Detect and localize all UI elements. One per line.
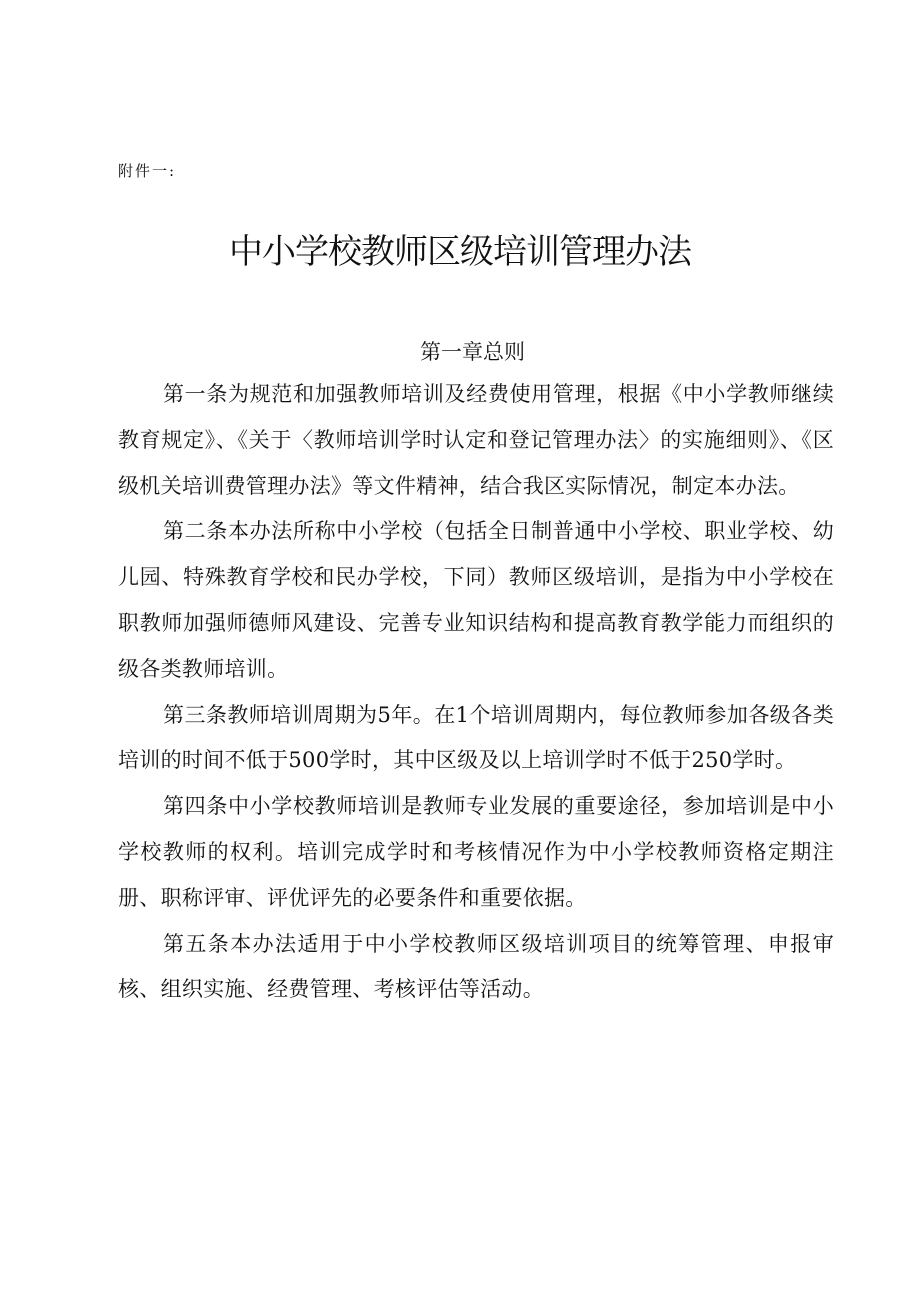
article-5: 第五条本办法适用于中小学校教师区级培训项目的统筹管理、申报审核、组织实施、经费管理、考核评估等活动。 xyxy=(118,931,834,1002)
attachment-label: 附件一: xyxy=(118,162,177,180)
article-3: 第三条教师培训周期为5年。在1个培训周期内，每位教师参加各级各类培训的时间不低于500学时，其中区级及以上培训学时不低于250学时。 xyxy=(118,702,834,773)
chapter-heading: 第一章总则 xyxy=(420,340,525,364)
document-title: 中小学校教师区级培训管理办法 xyxy=(229,232,691,272)
document-body xyxy=(118,372,834,1013)
article-1: 第一条为规范和加强教师培训及经费使用管理，根据《中小学教师继续教育规定》、《关于〈教师培训学时认定和登记管理办法〉的实施细则》、《区级机关培训费管理办法》等文件精神，结合我区实际情况，制定本办法。 xyxy=(118,382,834,498)
article-4: 第四条中小学校教师培训是教师专业发展的重要途径，参加培训是中小学校教师的权利。培训完成学时和考核情况作为中小学校教师资格定期注册、职称评审、评优评先的必要条件和重要依据。 xyxy=(118,794,834,910)
article-2: 第二条本办法所称中小学校（包括全日制普通中小学校、职业学校、幼儿园、特殊教育学校和民办学校，下同）教师区级培训，是指为中小学校在职教师加强师德师风建设、完善专业知识结构和提高教育教学能力而组织的级各类教师培训。 xyxy=(118,519,834,681)
